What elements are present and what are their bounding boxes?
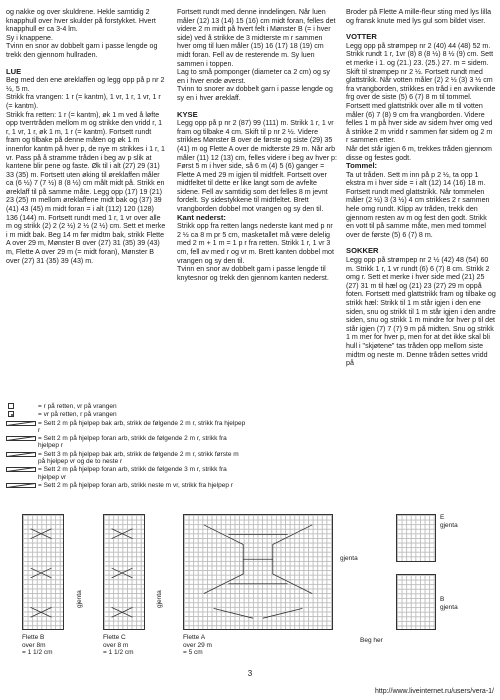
- paragraph-buttons: Sy i knappene.: [6, 33, 53, 42]
- heading-tommel: Tommel:: [346, 161, 378, 171]
- legend-text: = Sett 2 m på hjelpep foran arb, strikk neste m vr, strikk fra hjelpep r: [38, 481, 233, 489]
- cable-symbol-icon: [6, 421, 36, 426]
- paragraph-cords: Tvinn to snorer av dobbelt garn i passe lengde og sy en i hver øreklaff.: [177, 85, 333, 102]
- heading-votter: VOTTER: [346, 32, 377, 42]
- paragraph-kyse: Legg opp på p nr 2 (87) 99 (111) m. Strikk 1 r, 1 vr fram og tilbake 4 cm. Skift til p nr 2 ½. Videre strikkes Mønster B over de første og siste (29) 35 (41) m og Flette A over de midterste 29 m. Når arb måler (11) 12 (13) cm, felles videre i beg av hver p: Først 5 m i hver side, så 6 m (4) 5 (6) ganger = Flette A med 29 m igjen til midtfelt. Fortsett over midtfeltet til dette er like langt som de avfelte sidene. Fell av samtidig som det felles 8 m jevnt fordelt. Sy sidestykkene til midtfeltet. Brett vrangborden dobbel mot vrangen og sy den til.: [177, 119, 337, 214]
- label-gjenta-a: gjenta: [340, 555, 358, 562]
- legend-row: [6, 466, 246, 481]
- text-column-3: [346, 8, 496, 368]
- label-e: E gjenta: [440, 514, 458, 529]
- legend-text: = Sett 2 m på hjelpep bak arb, strikk de følgende 2 m r, strikk fra hjelpep r: [38, 419, 246, 434]
- label-flette-c: Flette C over 8 m = 1 1/2 cm: [103, 634, 134, 656]
- cable-symbol-icon: [6, 452, 36, 457]
- label-gjenta-b: gjenta: [76, 590, 83, 608]
- cable-symbol-icon: [6, 483, 36, 488]
- heading-lue: LUE: [6, 66, 22, 76]
- symbol-legend: [6, 403, 246, 490]
- text-column-1: [6, 8, 166, 265]
- chart-flette-b: [22, 514, 64, 630]
- legend-row: [6, 411, 246, 418]
- label-beg-her: Beg her: [360, 637, 383, 644]
- cable-symbol-icon: [6, 436, 36, 441]
- paragraph-cord: Tvinn en snor av dobbelt garn i passe lengde og trekk den gjennom hullraden.: [6, 42, 158, 59]
- legend-row: [6, 451, 246, 466]
- source-url: http://www.liveinternet.ru/users/vera-1/: [374, 688, 494, 695]
- label-flette-b: Flette B over 8m = 1 1/2 cm: [22, 634, 53, 656]
- paragraph-kant-2: Tvinn en snor av dobbelt garn i passe lengde til knytesnor og trekk den gjennom kanten nederst.: [177, 265, 329, 282]
- cable-lines-flette-a: [184, 515, 332, 629]
- label-flette-a: Flette A over 29 m = 5 cm: [183, 634, 212, 656]
- cable-lines-flette-b: [23, 515, 63, 629]
- legend-text: = Sett 2 m på hjelpep foran arb, strikk de følgende 2 m r, strikk fra hjelpep r: [38, 435, 227, 450]
- legend-text: = r på retten, vr på vrangen: [38, 403, 117, 410]
- chart-flette-a: [183, 514, 333, 630]
- heading-kant: Kant nederst:: [177, 212, 226, 222]
- legend-text: = Sett 2 m på hjelpep foran arb, strikk de følgende 3 m r, strikk fra hjelpep vr: [38, 466, 227, 481]
- chart-flette-c: [103, 514, 145, 630]
- paragraph-sokker: Legg opp på strømpep nr 2 ½ (42) 48 (54) 60 m. Strikk 1 r, 1 vr rundt (6) 6 (7) 8 cm. Strikk 2 omg r. Sett et merke i hver side med (21) 25 (27) 31 m til hæl og (21) 23 (27) 29 m oppå foten. Fortsett med glattstrikk fram og tilbake og strikk hæl: Strikk til 1 m står igjen i den ene siden, snu og strikk til 1 m står igjen i den andre siden, snu og strikk 1 m mindre for hver p til det står igjen (7) 7 (7) 9 m på midten. Snu og strikk 1 m mer for hver p, men for at det ikke skal bli hull i "skjøtene" tas tråden opp mellom siste midtm og neste m. Denne tråden settes vridd på: [346, 256, 496, 368]
- page-number: 3: [247, 669, 253, 678]
- legend-row: [6, 420, 246, 435]
- paragraph-lue-3: Strikk fra retten: 1 r (= kantm), øk 1 m ved å løfte opp tverrtråden mellom m og strikke den vridd r, 1 r, 1 vr, 1 r, øk 1 m, 1 r (= kantm). Fortsett rundt fram og tilbake på denne måten og øk 1 m innenfor kantm på hver p, de nye m strikkes i 1 r, 1 vr. Pass på å stramme tråden i beg av p slik at kantene blir pene og faste. Øk til i alt (27) 29 (31) 33 (35) m. Fortsett uten øking til øreklaffen måler ca (6 ½) 7 (7 ½) 8 (8 ½) cm målt midt på. Strikk en øreklaff til på samme måte. Legg opp (17) 19 (21) 23 (25) m mellom øreklaffene midt bak og (37) 39 (41) 43 (45) m midt foran = i alt (112) 120 (128) 136 (144) m. Fortsett rundt med 1 r, 1 vr over alle m og strikk (2) 2 (2 ½) 2 ½ (2 ½) cm. Sett et merke i m midt bak. Beg 14 m før midtm bak, strikk Flette A over 29 m, Mønster B over (27) 31 (35) 39 (43) m, Flette A over 29 m (= midt foran), Mønster B over (27) 31 (35) 39 (43) m.: [6, 110, 166, 265]
- legend-text: = vr på retten, r på vrangen: [38, 411, 117, 419]
- paragraph-lue-2: Strikk fra vrangen: 1 r (= kantm), 1 vr, 1 r, 1 vr, 1 r (= kantm).: [6, 93, 161, 110]
- legend-row: [6, 435, 246, 450]
- paragraph-pompons: Lag to små pomponger (diameter ca 2 cm) og sy en i hver ende øverst.: [177, 68, 330, 85]
- legend-row: [6, 403, 246, 410]
- paragraph-votter-1: Legg opp på strømpep nr 2 (40) 44 (48) 52 m. Strikk rundt 1 r, 1vr (8) 8 (8 ½) 8 ½ (9) cm. Sett et merke i 1. og (21.) 23. (25.) 27. m = sidem. Skift til strømpep nr 2 ½. Fortsett rundt med glattstrikk. Når votten måler (2) 2 ½ (3) 3 ½ cm fra vrangborden, strikkes en tråd i en avvikende frg over de siste (5) 6 (7) 8 m til tommel. Fortsett med glattstrikk over alle m til votten måler (6) 7 (8) 9 cm fra vrangborden. Videre felles 1 m på hver side av sidem hver omg ved å strikke 2 m vridd r sammen før sidem og 2 m r sammen etter.: [346, 41, 496, 145]
- label-gjenta-c: gjenta: [156, 590, 163, 608]
- purl-symbol-icon: [8, 411, 14, 417]
- paragraph-lue-cont: Fortsett rundt med denne inndelingen. Når luen måler (12) 13 (14) 15 (16) cm midt foran, felles det videre 2 m midt på hvert felt i Mønster B (= i hver side) ved å strikke de 3 midterste m r sammen hver omg til luen måler (15) 16 (17) 18 (19) cm midt foran. Fell av de resterende m. Sy luen sammen i toppen.: [177, 8, 336, 68]
- text-column-2: [177, 8, 337, 282]
- legend-row: [6, 482, 246, 489]
- paragraph-embroider: Broder på Flette A mille-fleur sting med lys lilla og fransk knute med lys gul som bildet viser.: [346, 8, 492, 25]
- paragraph-votter-2: Når det står igjen 6 m, trekkes tråden gjennom disse og festes godt.: [346, 144, 492, 162]
- paragraph-tommel: Ta ut tråden. Sett m inn på p 2 ½, ta opp 1 ekstra m i hver side = i alt (12) 14 (16) 18 m. Fortsett rundt med glattstrikk. Når tommelen måler (2 ½) 3 (3 ½) 4 cm strikkes 2 r sammen hele omg rundt. Klipp av tråden, trekk den gjennom resten av m og fest den godt. Strikk en vott til på samme måte, men med tommel over de første (5) 6 (7) 8 m.: [346, 170, 490, 239]
- label-b: B gjenta: [440, 596, 458, 611]
- heading-sokker: SOKKER: [346, 246, 379, 256]
- cable-lines-flette-c: [104, 515, 144, 629]
- paragraph-intro: og nakke og over skuldrene. Hekle samtidig 2 knapphull over hver skulder på forstykket. Hvert knapphull er ca 3-4 lm.: [6, 8, 156, 34]
- heading-kyse: KYSE: [177, 109, 198, 119]
- paragraph-lue-1: Beg med den ene øreklaffen og legg opp på p nr 2 ½, 5 m.: [6, 76, 165, 93]
- legend-text: = Sett 3 m på hjelpep bak arb, strikk de følgende 2 m r, strikk første m på hjelpep vr og de to neste r: [38, 450, 239, 466]
- cable-symbol-icon: [6, 467, 36, 472]
- chart-b: [396, 574, 436, 630]
- chart-e: [396, 514, 436, 562]
- knit-symbol-icon: [8, 403, 14, 409]
- paragraph-kant-1: Strikk opp fra retten langs nederste kant med p nr 2 ½ ca 8 m pr 5 cm, masketallet må være delelig med 2 m + 1 m = 1 p r fra retten. Strikk 1 r, 1 vr 3 cm, fell av med r og vr m. Brett kanten dobbel mot vrangen og sy den til.: [177, 222, 334, 265]
